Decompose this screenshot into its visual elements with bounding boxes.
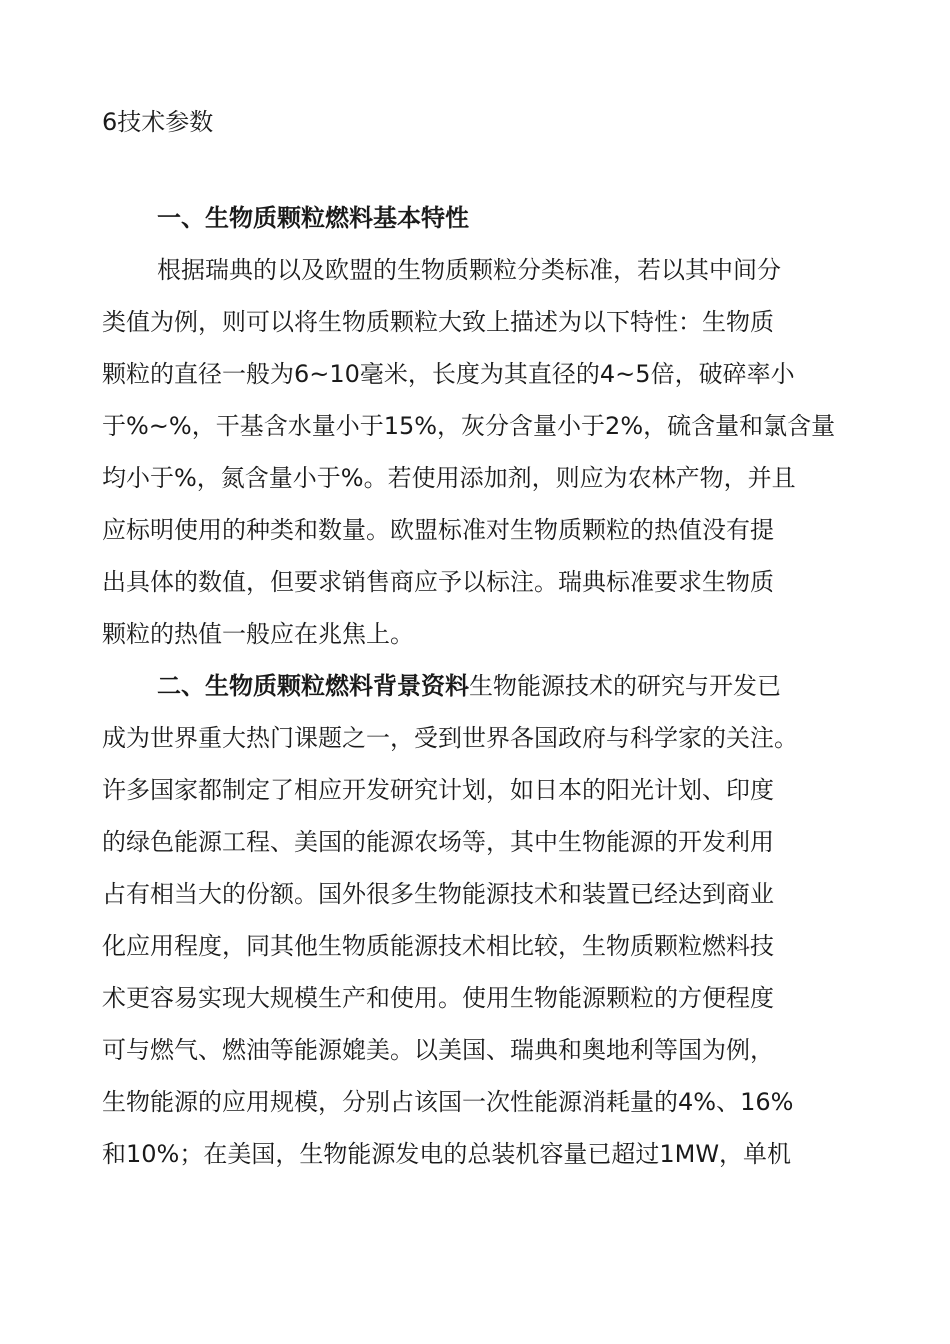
paragraph-line: 颗粒的热值一般应在兆焦上。	[102, 620, 414, 648]
document-title: 6技术参数	[102, 108, 214, 136]
paragraph-line: 应标明使用的种类和数量。欧盟标准对生物质颗粒的热值没有提	[102, 516, 774, 544]
paragraph-line: 许多国家都制定了相应开发研究计划，如日本的阳光计划、印度	[102, 776, 774, 804]
paragraph-text: 生物能源技术的研究与开发已	[469, 672, 781, 700]
paragraph-line: 和10%；在美国，生物能源发电的总装机容量已超过1MW，单机	[102, 1140, 792, 1168]
section-1	[102, 192, 862, 660]
paragraph-line: 成为世界重大热门课题之一，受到世界各国政府与科学家的关注。	[102, 724, 798, 752]
paragraph-line: 术更容易实现大规模生产和使用。使用生物能源颗粒的方便程度	[102, 984, 774, 1012]
paragraph-line: 类值为例，则可以将生物质颗粒大致上描述为以下特性：生物质	[102, 308, 774, 336]
paragraph-line: 于%~%，干基含水量小于15%，灰分含量小于2%，硫含量和氯含量	[102, 412, 836, 440]
paragraph-line: 占有相当大的份额。国外很多生物能源技术和装置已经达到商业	[102, 880, 774, 908]
section-1-heading: 一、生物质颗粒燃料基本特性	[157, 204, 469, 232]
paragraph-line: 根据瑞典的以及欧盟的生物质颗粒分类标准，若以其中间分	[157, 256, 781, 284]
paragraph-line: 生物能源的应用规模，分别占该国一次性能源消耗量的4%、16%	[102, 1088, 794, 1116]
paragraph-line: 颗粒的直径一般为6~10毫米，长度为其直径的4~5倍，破碎率小	[102, 360, 795, 388]
paragraph-line: 均小于%，氮含量小于%。若使用添加剂，则应为农林产物，并且	[102, 464, 796, 492]
paragraph-line: 的绿色能源工程、美国的能源农场等，其中生物能源的开发利用	[102, 828, 774, 856]
paragraph-line: 可与燃气、燃油等能源媲美。以美国、瑞典和奥地利等国为例，	[102, 1036, 774, 1064]
section-2-heading: 二、生物质颗粒燃料背景资料	[157, 672, 469, 700]
section-2	[102, 660, 862, 1180]
paragraph-line: 化应用程度，同其他生物质能源技术相比较，生物质颗粒燃料技	[102, 932, 774, 960]
section-2-first-line	[102, 660, 862, 712]
paragraph-line: 出具体的数值，但要求销售商应予以标注。瑞典标准要求生物质	[102, 568, 774, 596]
